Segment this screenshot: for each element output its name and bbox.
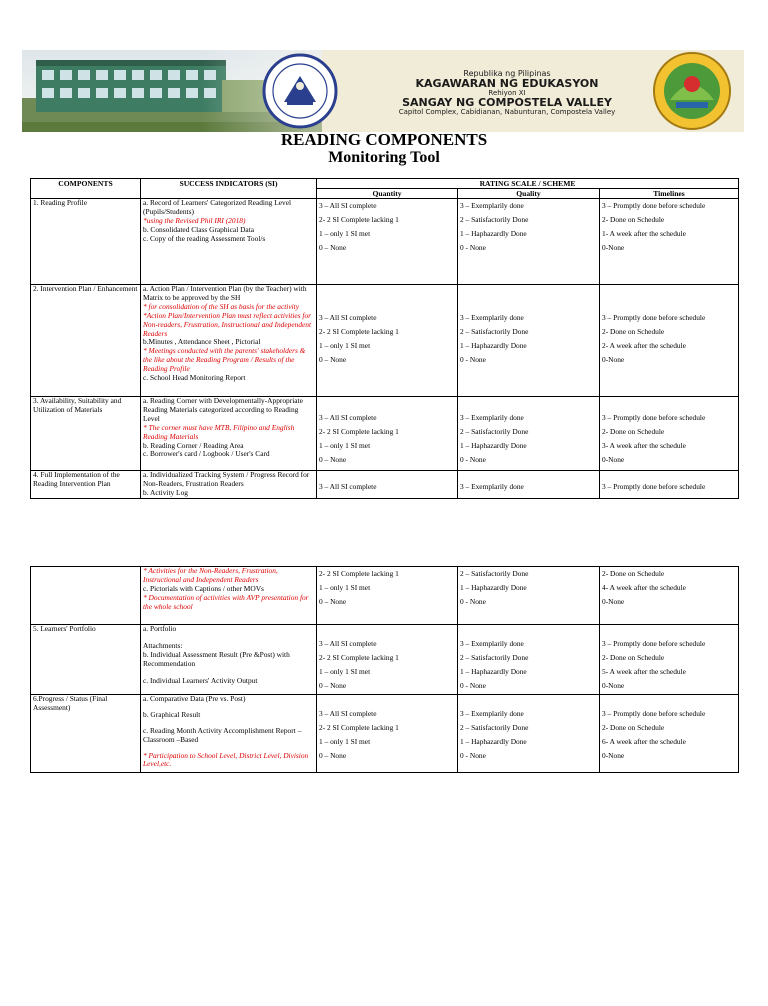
quantity-score: 1 – only 1 SI met	[319, 341, 371, 351]
quantity-cell	[317, 199, 458, 285]
quantity-score: 3 – All SI complete	[319, 413, 377, 423]
quantity-score: 2- 2 SI Complete lacking 1	[319, 653, 399, 662]
indicator-item: a. Individualized Tracking System / Progress Record for Non-Readers, Frustration Readers	[143, 470, 310, 489]
timelines-cell	[600, 471, 739, 499]
timelines-score: 3 – Promptly done before schedule	[602, 482, 706, 492]
quality-score: 0 - None	[460, 751, 486, 760]
timelines-score: 2- Done on Schedule	[602, 215, 665, 225]
quantity-score: 3 – All SI complete	[319, 482, 377, 492]
banner-line5: Capitol Complex, Cabidianan, Nabunturan, Compostela Valley	[398, 107, 616, 116]
timelines-score: 3 – Promptly done before schedule	[602, 413, 706, 423]
timelines-score: 2- Done on Schedule	[602, 723, 665, 732]
indicators-cell	[141, 397, 317, 471]
quality-score: 2 – Satisfactorily Done	[460, 215, 529, 225]
quality-cell	[458, 695, 600, 773]
indicator-item: b.Minutes , Attendance Sheet , Pictorial	[143, 337, 261, 347]
timelines-cell	[600, 695, 739, 773]
indicator-item: * for consolidation of the SH as basis for the activity	[143, 301, 300, 311]
quality-score: 0 - None	[460, 597, 486, 606]
quality-score: 0 - None	[460, 681, 486, 690]
quantity-cell	[317, 567, 458, 625]
quantity-cell	[317, 625, 458, 695]
timelines-cell	[600, 397, 739, 471]
indicators-cell	[141, 695, 317, 773]
timelines-cell	[600, 285, 739, 397]
quality-cell	[458, 397, 600, 471]
indicator-item: * Documentation of activities with AVP presentation for the whole school	[143, 592, 309, 611]
quantity-score: 3 – All SI complete	[319, 201, 377, 211]
indicator-item: a. Action Plan / Intervention Plan (by the Teacher) with Matrix to be approved by the SH	[143, 284, 307, 303]
table-row	[31, 397, 739, 471]
quantity-score: 3 – All SI complete	[319, 709, 377, 718]
timelines-score: 3- A week after the schedule	[602, 441, 686, 451]
quantity-score: 2- 2 SI Complete lacking 1	[319, 427, 399, 437]
quantity-cell	[317, 397, 458, 471]
indicator-item: b. Reading Corner / Reading Area	[143, 440, 244, 450]
timelines-score: 6- A week after the schedule	[602, 737, 686, 746]
quantity-cell	[317, 285, 458, 397]
table-row	[31, 471, 739, 499]
timelines-score: 4- A week after the schedule	[602, 583, 686, 592]
indicator-item: b. Consolidated Class Graphical Data	[143, 224, 255, 234]
quality-cell	[458, 625, 600, 695]
header-quantity: Quantity	[317, 189, 458, 199]
quantity-score: 1 – only 1 SI met	[319, 667, 371, 676]
quantity-score: 1 – only 1 SI met	[319, 441, 371, 451]
table-row	[31, 567, 739, 625]
timelines-score: 2- Done on Schedule	[602, 427, 665, 437]
timelines-score: 0-None	[602, 597, 625, 606]
header-components: COMPONENTS	[31, 179, 141, 199]
indicator-item: * The corner must have MTB, Filipino and English Reading Materials	[143, 422, 295, 441]
indicator-item: *using the Revised Phil IRI (2018)	[143, 215, 246, 225]
banner-line3: Rehiyon XI	[488, 88, 526, 97]
quantity-cell	[317, 695, 458, 773]
table-row	[31, 285, 739, 397]
table-row	[31, 625, 739, 695]
timelines-score: 2- Done on Schedule	[602, 327, 665, 337]
indicator-item: c. Borrower's card / Logbook / User's Card	[143, 449, 270, 459]
quality-cell	[458, 567, 600, 625]
indicator-item: b. Individual Assessment Result (Pre &Post) with Recommendation	[143, 649, 290, 668]
indicator-item: a. Reading Corner with Developmentally-Appropriate Reading Materials categorized according to Reading Level	[143, 396, 303, 423]
indicator-item: a. Comparative Data (Pre vs. Post)	[143, 694, 246, 703]
quantity-score: 2- 2 SI Complete lacking 1	[319, 327, 399, 337]
monitoring-table-page1	[30, 178, 739, 499]
quality-score: 3 – Exemplarily done	[460, 709, 524, 718]
indicators-cell	[141, 567, 317, 625]
component-label: 4. Full Implementation of the Reading Intervention Plan	[33, 470, 120, 489]
quality-cell	[458, 285, 600, 397]
timelines-cell	[600, 199, 739, 285]
timelines-score: 3 – Promptly done before schedule	[602, 313, 706, 323]
component-label: 2. Intervention Plan / Enhancement	[33, 284, 138, 294]
quantity-score: 1 – only 1 SI met	[319, 737, 371, 746]
indicator-item: c. School Head Monitoring Report	[143, 372, 246, 382]
indicator-item: *Action Plan/Intervention Plan must reflect activities for Non-readers, Frustration, Instructional and Independent Readers	[143, 310, 312, 338]
page-subtitle: Monitoring Tool	[328, 149, 440, 166]
timelines-score: 0-None	[602, 681, 625, 690]
indicator-item: b. Activity Log	[143, 487, 188, 497]
banner-line4: SANGAY NG COMPOSTELA VALLEY	[402, 96, 612, 110]
quantity-score: 1 – only 1 SI met	[319, 583, 371, 592]
monitoring-table-page2	[30, 566, 739, 773]
quantity-score: 0 – None	[319, 597, 347, 606]
quantity-score: 0 – None	[319, 751, 347, 760]
component-label: 3. Availability, Suitability and Utilization of Materials	[33, 396, 122, 415]
timelines-score: 1- A week after the schedule	[602, 229, 686, 239]
indicator-item: * Participation to School Level, District Level, Division Level,etc.	[143, 750, 309, 769]
quality-score: 1 – Haphazardly Done	[460, 583, 527, 592]
header-quality: Quality	[458, 189, 600, 199]
indicator-item: c. Pictorials with Captions / other MOVs	[143, 583, 264, 593]
quantity-score: 1 – only 1 SI met	[319, 229, 371, 239]
component-cell	[31, 625, 141, 695]
header-timelines: Timelines	[600, 189, 739, 199]
component-label: 6.Progress / Status (Final Assessment)	[33, 694, 108, 712]
division-seal-icon	[654, 53, 730, 129]
quality-score: 0 - None	[460, 355, 486, 365]
quantity-score: 0 – None	[319, 681, 347, 690]
deped-seal-icon	[264, 55, 336, 127]
timelines-score: 3 – Promptly done before schedule	[602, 639, 706, 648]
component-label: 5. Learners' Portfolio	[33, 624, 96, 633]
quality-score: 2 – Satisfactorily Done	[460, 569, 529, 578]
banner-text	[372, 70, 642, 116]
component-cell	[31, 471, 141, 499]
header-banner	[22, 50, 744, 132]
table-row	[31, 199, 739, 285]
quantity-score: 0 – None	[319, 355, 347, 365]
quality-score: 2 – Satisfactorily Done	[460, 327, 529, 337]
indicators-cell	[141, 471, 317, 499]
component-cell	[31, 567, 141, 625]
page-title: READING COMPONENTS	[280, 130, 488, 149]
timelines-score: 3 – Promptly done before schedule	[602, 709, 706, 718]
indicator-item: c. Individual Learners' Activity Output	[143, 675, 258, 685]
quantity-score: 2- 2 SI Complete lacking 1	[319, 215, 399, 225]
quality-score: 2 – Satisfactorily Done	[460, 723, 529, 732]
quality-score: 1 – Haphazardly Done	[460, 229, 527, 239]
quantity-score: 0 – None	[319, 243, 347, 253]
timelines-cell	[600, 567, 739, 625]
timelines-cell	[600, 625, 739, 695]
quality-score: 1 – Haphazardly Done	[460, 441, 527, 451]
timelines-score: 0-None	[602, 751, 625, 760]
timelines-score: 2- Done on Schedule	[602, 569, 665, 578]
indicator-item: * Activities for the Non-Readers, Frustration, Instructional and Independent Readers	[143, 566, 278, 584]
quality-score: 3 – Exemplarily done	[460, 313, 524, 323]
quality-score: 3 – Exemplarily done	[460, 413, 524, 423]
timelines-score: 5- A week after the schedule	[602, 667, 686, 676]
indicator-item: b. Graphical Result	[143, 709, 201, 719]
component-cell	[31, 397, 141, 471]
quality-cell	[458, 199, 600, 285]
component-cell	[31, 695, 141, 773]
quality-score: 2 – Satisfactorily Done	[460, 653, 529, 662]
header-rating: RATING SCALE / SCHEME	[317, 179, 739, 189]
timelines-score: 0-None	[602, 455, 625, 465]
quantity-score: 2- 2 SI Complete lacking 1	[319, 569, 399, 578]
indicator-item: a. Portfolio	[143, 624, 177, 633]
quality-score: 1 – Haphazardly Done	[460, 667, 527, 676]
quantity-score: 0 – None	[319, 455, 347, 465]
component-cell	[31, 285, 141, 397]
quantity-score: 3 – All SI complete	[319, 313, 377, 323]
component-cell	[31, 199, 141, 285]
timelines-score: 0-None	[602, 355, 625, 365]
quality-score: 1 – Haphazardly Done	[460, 341, 527, 351]
quality-score: 0 - None	[460, 243, 486, 253]
quality-score: 2 – Satisfactorily Done	[460, 427, 529, 437]
quality-score: 1 – Haphazardly Done	[460, 737, 527, 746]
indicators-cell	[141, 199, 317, 285]
quality-score: 0 - None	[460, 455, 486, 465]
timelines-score: 2- Done on Schedule	[602, 653, 665, 662]
timelines-score: 2- A week after the schedule	[602, 341, 686, 351]
header-indicators: SUCCESS INDICATORS (SI)	[141, 179, 317, 199]
indicator-item: * Meetings conducted with the parents' stakeholders & the like about the Reading Program / Results of the Reading Profile	[143, 346, 306, 374]
indicator-item: Attachments:	[143, 640, 183, 650]
indicator-item: a. Record of Learners' Categorized Reading Level (Pupils/Students)	[143, 198, 292, 217]
quality-score: 3 – Exemplarily done	[460, 201, 524, 211]
quantity-score: 3 – All SI complete	[319, 639, 377, 648]
quality-score: 3 – Exemplarily done	[460, 639, 524, 648]
quality-cell	[458, 471, 600, 499]
quality-score: 3 – Exemplarily done	[460, 482, 524, 492]
indicators-cell	[141, 285, 317, 397]
banner-line2: KAGAWARAN NG EDUKASYON	[415, 77, 599, 91]
indicator-item: c. Reading Month Activity Accomplishment Report –Classroom –Based	[143, 725, 302, 744]
indicator-item: c. Copy of the reading Assessment Tool/s	[143, 233, 266, 243]
indicators-cell	[141, 625, 317, 695]
component-label: 1. Reading Profile	[33, 198, 87, 208]
table-row	[31, 695, 739, 773]
quantity-score: 2- 2 SI Complete lacking 1	[319, 723, 399, 732]
banner-line1: Republika ng Pilipinas	[463, 69, 551, 78]
timelines-score: 0-None	[602, 243, 625, 253]
quantity-cell	[317, 471, 458, 499]
timelines-score: 3 – Promptly done before schedule	[602, 201, 706, 211]
